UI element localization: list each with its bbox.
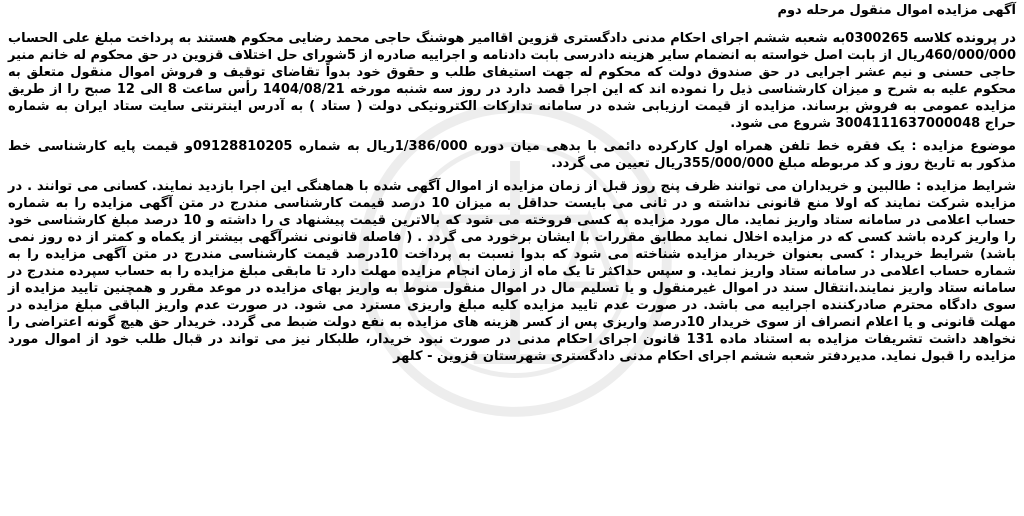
case-paragraph: در پرونده کلاسه 0300265به شعبه ششم اجرای احکام مدنی دادگستری قزوین اقاامیر هوشنگ حاجی محمد رضایی محکوم هستند به پرداخت مبلغ علی الحساب 460/000/000ریال از بابت اصل خواسته به انضمام سایر هزینه دادرسی بابت دادنامه و اجراییه صادره از 5شورای حل اختلاف قزوین در حق محکوم له خانم منیر حاجی حسنی و نیم عشر اجرایی در حق صندوق دولت که محکوم له جهت استیفای طلب و حقوق خود بدواً تقاضای توقیف و فروش اموال منقول متعلق به محکوم علیه به شرح و میزان کارشناسی ذیل را نموده اند که این اجرا قصد دارد در روز سه شنبه مورخه 1404/08/21 رأس ساعت 8 الی 12 صبح را از طریق مزایده عمومی به فروش برساند. مزایده از قیمت ارزیابی شده در سامانه تدارکات الکترونیکی دولت ( ستاد ) به آدرس اینترنتی سایت ستاد ایران به شماره حراج 3004111637000048 شروع می شود.	[8, 31, 1017, 131]
notice-content	[8, 2, 1016, 371]
auction-subject-paragraph: موضوع مزایده : یک فقره خط تلفن همراه اول کارکرده دائمی با بدهی میان دوره 1/386/000ریال به شماره 09128810205و قیمت پایه کارشناسی خط مذکور به تاریخ روز و کد مربوطه مبلغ 355/000/000ریال تعیین می گردد.	[8, 139, 1016, 171]
notice-title: آگهی مزایده اموال منقول مرحله دوم	[777, 3, 1016, 18]
auction-conditions-paragraph: شرایط مزایده : طالبین و خریداران می توانند ظرف پنج روز قبل از زمان مزایده از اموال آگهی شده با هماهنگی این اجرا بازدید نمایند. کسانی می توانند . در مزایده شرکت نمایند که اولا منع قانونی نداشته و در ثانی می بایست حداقل به میزان 10 درصد قیمت کارشناسی مندرج در متن آگهی مزایده را به شماره حساب اعلامی در سامانه ستاد واریز نماید. مال مورد مزایده به کسی فروخته می شود که بالاترین قیمت پیشنهاد ی را داشته و 10 درصد مبلغ کارشناسی خود را واریز کرده باشد کسی که در مزایده اخلال نماید مطابق مقررات با ایشان برخورد می گردد . ( فاصله قانونی نشرآگهی بیشتر از یکماه و کمتر از ده روز نمی باشد) شرایط خریدار : کسی بعنوان خریدار مزایده شناخته می شود که بدوا نسبت به پرداخت 10درصد قیمت کارشناسی مندرج در متن آگهی مزایده را به شماره حساب اعلامی در سامانه ستاد واریز نماید. و سپس حداکثر تا یک ماه از زمان انجام مزایده مهلت دارد تا مابقی مبلغ مزایده را به حساب سپرده مندرج در سامانه ستاد واریز نمایند.انتقال سند در اموال غیرمنقول و یا تسلیم مال در اموال منقول منوط به واریز بهای مزایده در موعد مقرر و همچنین تایید مزایده از سوی دادگاه محترم صادرکننده اجراییه می باشد. در صورت عدم تایید مزایده کلیه مبلغ واریزی مسترد می شود. در صورت عدم واریز الباقی مبلغ مزایده در مهلت قانونی و یا اعلام انصراف از سوی خریدار 10درصد واریزی پس از کسر هزینه های مزایده به نفع دولت ضبط می گردد. خریدار حق هیچ گونه اعتراضی را نخواهد داشت تشریفات مزایده به استناد ماده 131 قانون اجرای احکام مدنی در صورت نبود خریدار، طلبکار نیز می تواند در قبال طلب خود از اموال مورد مزایده را قبول نماید. مدیردفتر شعبه ششم اجرای احکام مدنی دادگستری شهرستان قزوین - کلهر	[8, 179, 1017, 364]
